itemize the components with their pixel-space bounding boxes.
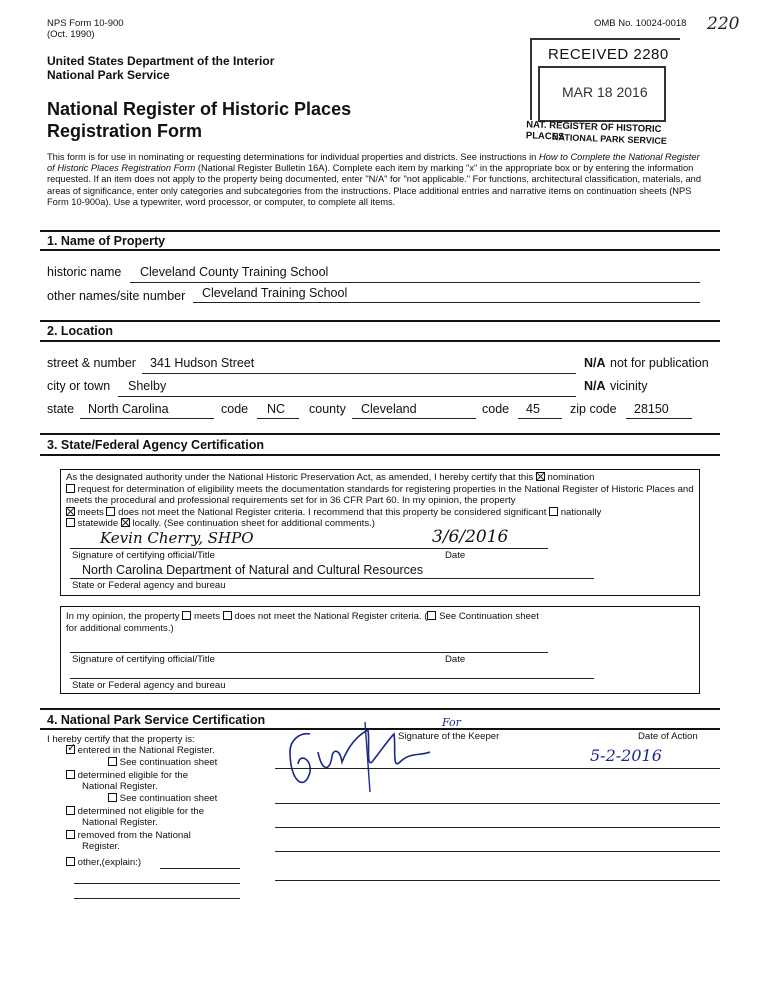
not-eligible-option-line2: National Register. (82, 817, 158, 828)
hereby-certify-text: I hereby certify that the property is: (47, 734, 195, 745)
agency-label: State or Federal agency and bureau (72, 580, 226, 591)
nomination-checkbox[interactable] (536, 472, 545, 481)
form-number: NPS Form 10-900 (47, 18, 124, 29)
other-names-value[interactable]: Cleveland Training School (202, 286, 348, 300)
not-eligible-checkbox[interactable] (66, 806, 75, 815)
certifying-signature: Kevin Cherry, SHPO (100, 529, 254, 547)
state-value[interactable]: North Carolina (88, 402, 169, 416)
section3-heading: 3. State/Federal Agency Certification (47, 438, 264, 452)
not-for-publication-label: not for publication (610, 356, 709, 370)
opinion-meets-checkbox[interactable] (182, 611, 191, 620)
state-code-value[interactable]: NC (267, 402, 286, 416)
city-label: city or town (47, 379, 111, 393)
county-code-label: code (482, 402, 510, 416)
county-label: county (309, 402, 346, 416)
signature-label: Signature of certifying official/Title (72, 550, 215, 561)
other-names-label: other names/site number (47, 289, 186, 303)
stamp-date: MAR 18 2016 (562, 84, 648, 100)
zip-label: zip code (570, 402, 617, 416)
intro-paragraph: This form is for use in nominating or requesting determinations for individual properties and districts. See instructions in How to Complete the National Register of Historic Places Registration Form (National Register Bulletin 16A). Complete each item by marking "x" in the appropriate box or by entering the information requested. If an item does not apply to the property being documented, enter "N/A" for "not applicable." For functions, architectural classification, materials, and areas of significance, enter only categories and subcategories from the instructions. Place additional entries and narrative items on continuation sheets (NPS Form 10-900a). Use a typewriter, word processor, or computer, to complete all items. (47, 152, 702, 207)
removed-option-line2: Register. (82, 841, 120, 852)
opinion-does-not-meet-checkbox[interactable] (223, 611, 232, 620)
for-handwritten: For (442, 716, 461, 729)
date-label: Date (445, 550, 466, 561)
received-stamp (525, 38, 680, 150)
other-option: other,(explain:) (66, 857, 141, 869)
keeper-signature-icon (270, 712, 460, 798)
form-title-line1: National Register of Historic Places (47, 99, 352, 119)
section2-heading: 2. Location (47, 324, 113, 338)
omb-number: OMB No. 10024-0018 (594, 18, 687, 29)
na-vicinity: N/A (584, 379, 606, 393)
handwritten-corner-number: 220 (707, 14, 740, 34)
street-value[interactable]: 341 Hudson Street (150, 356, 255, 370)
certification-text: As the designated authority under the National Historic Preservation Act, as amended, I hereby certify that this nomination request for determination of eligibility meets the documentation standards for registering properties in the National Register of Historic Places and meets the procedural and professional requirements set for in 36 CFR Part 60. In my opinion, the property meets does not meet the National Register criteria. I recommend that this property be considered significant nationally statewide locally. (See continuation sheet for additional comments.) (66, 472, 694, 529)
request-checkbox[interactable] (66, 484, 75, 493)
eligible-checkbox[interactable] (66, 770, 75, 779)
agency-value[interactable]: North Carolina Department of Natural and Cultural Resources (82, 563, 424, 577)
nationally-checkbox[interactable] (549, 507, 558, 516)
keeper-signature-label: Signature of the Keeper (398, 731, 500, 742)
continuation-checkbox-2[interactable] (108, 793, 117, 802)
does-not-meet-checkbox[interactable] (106, 507, 115, 516)
agency-label-2: State or Federal agency and bureau (72, 680, 226, 691)
entered-checkbox[interactable] (66, 745, 75, 754)
stamp-received: RECEIVED 2280 (548, 46, 669, 63)
section1-heading: 1. Name of Property (47, 234, 166, 248)
other-checkbox[interactable] (66, 857, 75, 866)
eligible-option-line2: National Register. (82, 781, 158, 792)
agency-name: National Park Service (47, 68, 170, 82)
locally-checkbox[interactable] (121, 518, 130, 527)
date-label-2: Date (445, 654, 466, 665)
county-code-value[interactable]: 45 (526, 402, 540, 416)
state-label: state (47, 402, 75, 416)
city-value[interactable]: Shelby (128, 379, 167, 393)
department-name: United States Department of the Interior (47, 54, 275, 68)
state-code-label: code (221, 402, 249, 416)
opinion-text: In my opinion, the property meets does not meet the National Register criteria. ( See Continuation sheet for additional comments.) (66, 611, 539, 634)
form-date: (Oct. 1990) (47, 29, 95, 40)
zip-value[interactable]: 28150 (634, 402, 669, 416)
signature-label-2: Signature of certifying official/Title (72, 654, 215, 665)
vicinity-label: vicinity (610, 379, 648, 393)
na-publication: N/A (584, 356, 606, 370)
meets-checkbox[interactable] (66, 507, 75, 516)
removed-checkbox[interactable] (66, 830, 75, 839)
see-continuation-1: See continuation sheet (108, 757, 217, 769)
historic-name-label: historic name (47, 265, 122, 279)
removed-option: removed from the National (66, 830, 191, 842)
eligible-option: determined eligible for the (66, 770, 188, 782)
see-continuation-2: See continuation sheet (108, 793, 217, 805)
continuation-checkbox-1[interactable] (108, 757, 117, 766)
certifying-date-handwritten: 3/6/2016 (432, 527, 509, 547)
form-title-line2: Registration Form (47, 121, 203, 141)
statewide-checkbox[interactable] (66, 518, 75, 527)
opinion-continuation-checkbox[interactable] (427, 611, 436, 620)
county-value[interactable]: Cleveland (361, 402, 417, 416)
street-label: street & number (47, 356, 136, 370)
historic-name-value[interactable]: Cleveland County Training School (140, 265, 329, 279)
section4-heading: 4. National Park Service Certification (47, 713, 266, 727)
not-eligible-option: determined not eligible for the (66, 806, 204, 818)
stamp-line1: NAT. REGISTER OF HISTORIC PLACES (525, 119, 662, 143)
date-of-action-label: Date of Action (638, 731, 698, 742)
entered-option: ✓ entered in the National Register. (66, 745, 215, 757)
date-of-action-handwritten: 5-2-2016 (590, 746, 662, 765)
stamp-line2: NATIONAL PARK SERVICE (551, 131, 667, 147)
